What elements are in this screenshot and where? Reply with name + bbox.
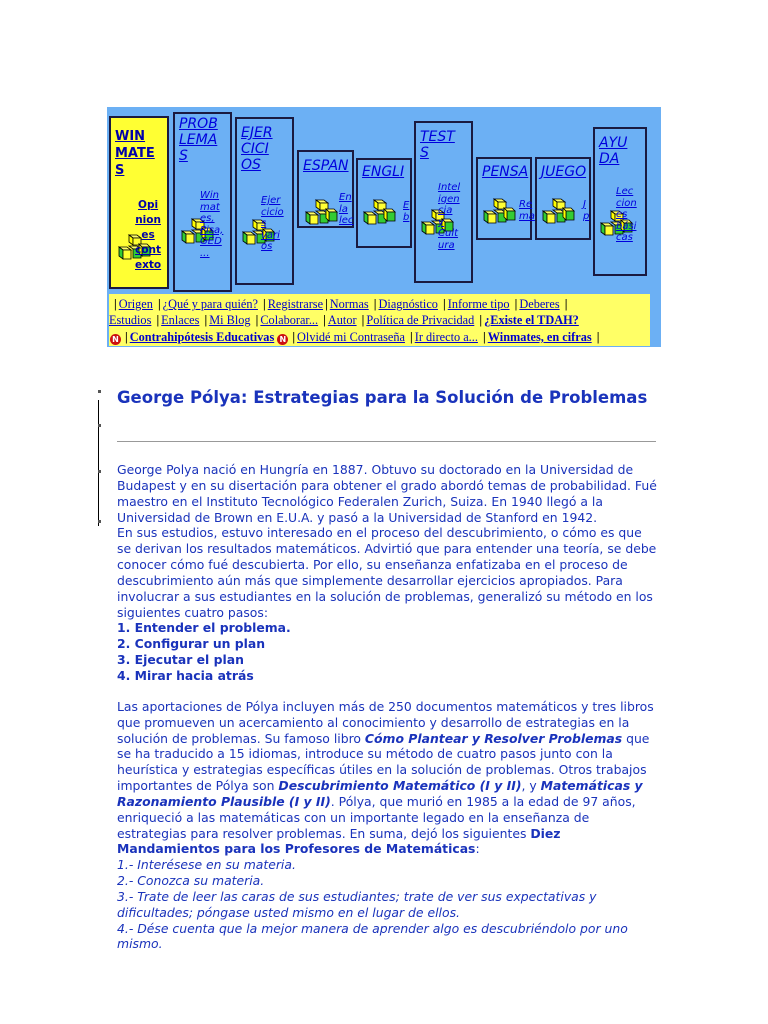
book-title: Matemáticas y Razonamiento Plausible (I y II) — [117, 778, 643, 809]
margin-line — [98, 400, 99, 526]
tab-ayuda-sub[interactable]: Lec cion es bási cas — [616, 186, 637, 243]
tab-english[interactable] — [356, 158, 412, 248]
tab-tests[interactable] — [414, 121, 473, 283]
tab-ejercicios-title[interactable]: EJER CICI OS — [241, 125, 273, 173]
commandment-item: 1.- Interésese en su materia. — [117, 857, 296, 873]
link-normas[interactable]: Normas — [329, 297, 369, 311]
tab-english-sub[interactable]: E b — [403, 200, 410, 223]
commandment-item: 4.- Dése cuenta que la mejor manera de aprender algo es descubriéndolo por uno mismo. — [117, 920, 628, 952]
tab-problemas[interactable] — [173, 112, 232, 292]
tab-problemas-sub[interactable]: Win mat es, Pisa, GED ... — [200, 190, 224, 259]
contrib-text: . Pólya, que murió en 1985 a la edad de 97 años, enriqueció a las matemáticas con un importante legado en la enseñanza de estrategias para resolver problemas. En suma, dejó los siguientes — [117, 793, 636, 841]
contrib-text: : — [475, 841, 480, 857]
cubes-icon — [304, 198, 338, 228]
tab-juegos[interactable] — [535, 157, 591, 240]
commandment-item: 2.- Conozca su materia. — [117, 873, 265, 889]
link-winmates-cifras[interactable]: Winmates, en cifras — [487, 330, 592, 344]
tab-pensar-title[interactable]: PENSA — [482, 164, 529, 180]
tab-ejercicios[interactable] — [235, 117, 294, 285]
tab-juegos-sub[interactable]: J p — [583, 199, 590, 222]
link-row-3: N | Contrahipótesis Educativas N | Olvidé mi Contraseña | Ir directo a... | Winmates, en cifras | — [110, 329, 601, 345]
link-contrahipotesis[interactable]: Contrahipótesis Educativas — [129, 330, 275, 344]
contributions-paragraph — [117, 699, 657, 857]
link-row-2: Estudios | Enlaces | Mi Blog | Colaborar... | Autor | Política de Privacidad | ¿Existe el TDAH? — [109, 313, 579, 327]
link-politica-privacidad[interactable]: Política de Privacidad — [366, 313, 475, 327]
tab-ayuda-title[interactable]: AYU DA — [599, 135, 628, 167]
cubes-icon — [541, 197, 575, 227]
spacer — [117, 684, 657, 699]
link-colaborar[interactable]: Colaborar... — [260, 313, 319, 327]
link-origen[interactable]: Origen — [118, 297, 153, 311]
article-title: George Pólya: Estrategias para la Solución de Problemas — [117, 388, 648, 407]
link-olvide-contrasena[interactable]: Olvidé mi Contraseña — [297, 330, 405, 344]
book-title: Descubrimiento Matemático (I y II) — [278, 778, 522, 794]
no-sign-icon: N — [110, 334, 121, 345]
tab-ejercicios-sub[interactable]: Ejer cicio s vari os — [261, 195, 284, 252]
tab-juegos-title[interactable]: JUEGO — [541, 164, 587, 180]
tab-winmates-sub[interactable]: Opi nion es cont exto — [135, 199, 162, 271]
cubes-icon — [482, 197, 516, 227]
contrib-text: Las aportaciones de Pólya incluyen más de 250 documentos matemáticos y tres libros que promueven un acercamiento al conocimiento y desarrollo de estrategias en la solución de problemas. Su famoso libro — [117, 698, 654, 746]
tab-ayuda[interactable] — [593, 127, 647, 276]
commandment-item: 3.- Trate de leer las caras de sus estudiantes; trate de ver sus expectativas y dificultades; póngase usted mismo en el lugar de ellos. — [117, 888, 597, 920]
tab-espanol[interactable] — [297, 150, 354, 228]
step-item: 3. Ejecutar el plan — [117, 652, 244, 668]
intro-paragraph: George Polya nació en Hungría en 1887. Obtuvo su doctorado en la Universidad de Budapest y en su disertación para obtener el grado abordó temas de probabilidad. Fué maestro en el Instituto Tecnológico Federalen Zurich, Suiza. En 1940 llegó a la Universidad de Brown en E.U.A. y pasó a la Universidad de Stanford en 1942. — [117, 462, 657, 525]
tab-tests-sub[interactable]: Intel igen cia y Cult ura — [438, 182, 461, 251]
commandments-heading: Diez Mandamientos para los Profesores de Matemáticas — [117, 825, 561, 857]
link-ir-directo[interactable]: Ir directo a... — [414, 330, 478, 344]
link-registrarse[interactable]: Registrarse — [267, 297, 324, 311]
link-informe-tipo[interactable]: Informe tipo — [447, 297, 510, 311]
step-item: 1. Entender el problema. — [117, 620, 291, 636]
link-que-y-para-quien[interactable]: ¿Qué y para quién? — [162, 297, 258, 311]
steps-list — [117, 620, 657, 683]
title-divider — [117, 441, 656, 442]
contrib-text: que se ha traducido a 15 idiomas, introduce su método de cuatro pasos junto con la heurística y estrategias específicas útiles en la solución de problemas. Otros trabajos importantes de Pólya son — [117, 730, 650, 794]
no-sign-icon: N — [277, 334, 288, 345]
tab-winmates-title[interactable]: WIN MATE S — [115, 129, 155, 178]
link-row-1: | Origen | ¿Qué y para quién? | Registrarse | Normas | Diagnóstico | Informe tipo | Deberes | — [114, 297, 568, 311]
margin-mark — [98, 390, 101, 393]
link-autor[interactable]: Autor — [327, 313, 357, 327]
link-bar — [109, 294, 650, 346]
link-mi-blog[interactable]: Mi Blog — [209, 313, 251, 327]
tab-tests-title[interactable]: TEST S — [420, 129, 455, 161]
link-estudios[interactable]: Estudios — [109, 313, 152, 327]
link-existe-tdah[interactable]: ¿Existe el TDAH? — [484, 313, 579, 327]
link-diagnostico[interactable]: Diagnóstico — [378, 297, 438, 311]
link-deberes[interactable]: Deberes — [519, 297, 560, 311]
margin-mark — [98, 470, 101, 473]
tab-pensar-sub[interactable]: Re ma — [519, 199, 535, 222]
tab-winmates[interactable] — [109, 116, 169, 289]
tab-espanol-sub[interactable]: En la lec — [339, 192, 354, 226]
tab-espanol-title[interactable]: ESPAN — [303, 158, 349, 174]
margin-mark — [98, 424, 101, 427]
tab-english-title[interactable]: ENGLI — [362, 164, 405, 180]
tab-pensar[interactable] — [476, 157, 535, 240]
link-enlaces[interactable]: Enlaces — [161, 313, 200, 327]
book-title: Cómo Plantear y Resolver Problemas — [364, 730, 623, 746]
margin-mark — [98, 520, 101, 523]
article-body — [117, 462, 657, 952]
method-paragraph: En sus estudios, estuvo interesado en el proceso del descubrimiento, o cómo es que se derivan los resultados matemáticos. Advirtió que para entender una teoría, se debe conocer cómo fué descubierta. Por ello, su enseñanza enfatizaba en el proceso de descubrimiento aún más que simplemente desarrollar ejercicios apropiados. Para involucrar a sus estudiantes en la solución de problemas, generalizó su método en los siguientes cuatro pasos: — [117, 525, 657, 620]
contrib-text: , y — [521, 778, 541, 794]
tab-problemas-title[interactable]: PROB LEMA S — [179, 116, 218, 164]
step-item: 4. Mirar hacia atrás — [117, 667, 254, 683]
step-item: 2. Configurar un plan — [117, 636, 266, 652]
cubes-icon — [362, 198, 396, 228]
